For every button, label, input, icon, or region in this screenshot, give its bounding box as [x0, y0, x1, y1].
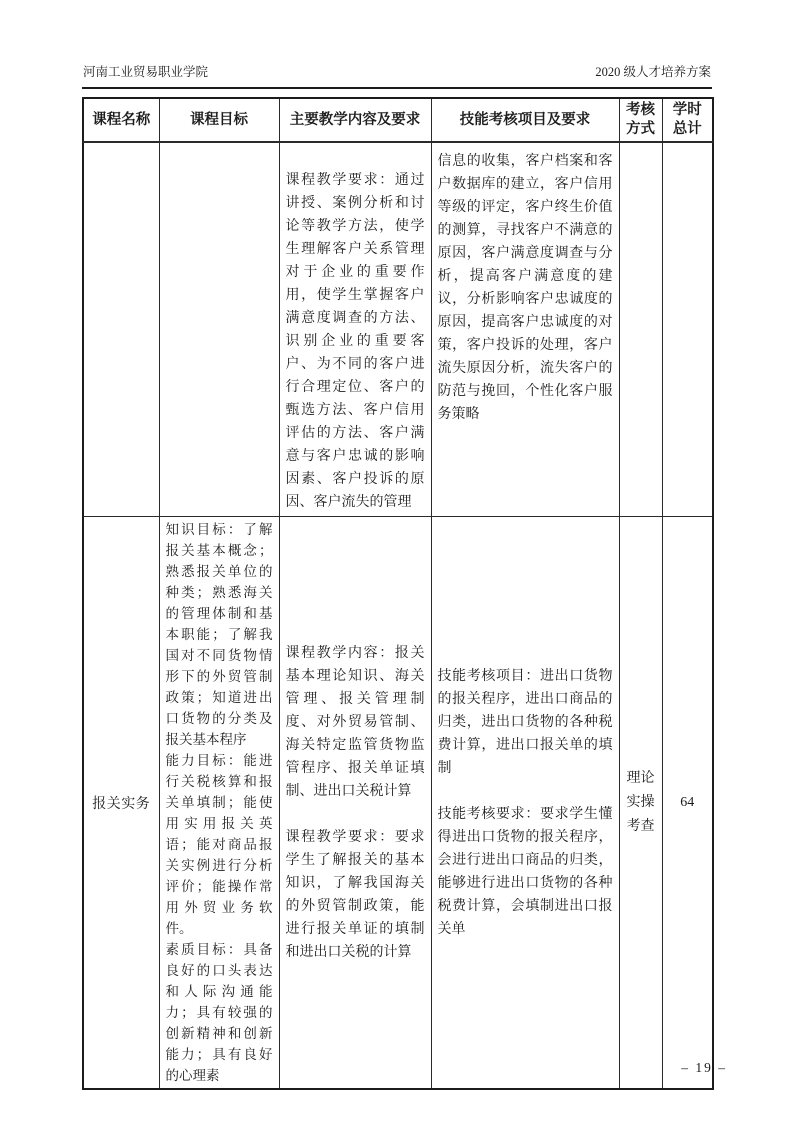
teaching-requirements-paragraph: 课程教学要求：通过讲授、案例分析和讨论等教学方法，使学生理解客户关系管理对于企业的重要作用，使学生掌握客户满意度调查的方法、识别企业的重要客户、为不同的客户进行合理定位、客户的甄选方法、客户信用评估的方法、客户满意与客户忠诚的影响因素、客户投诉的原因、客户流失的管理	[285, 173, 425, 510]
method-line: 实操	[626, 794, 655, 810]
assessment-paragraph: 信息的收集，客户档案和客户数据库的建立，客户信用等级的评定，客户终生价值的测算，寻找客户不满意的原因，客户满意度调查与分析，提高客户满意度的建议，分析影响客户忠诚度的原因，提高客户忠诚度的对策，客户投诉的处理，客户流失原因分析，流失客户的防范与挽回，个性化客户服务策略	[437, 154, 613, 422]
col-header-assessment-method: 考核方式	[619, 98, 662, 142]
col-header-total-hours: 学时总计	[662, 98, 713, 142]
col-header-teaching-content: 主要教学内容及要求	[279, 98, 431, 142]
method-line: 考查	[626, 818, 655, 834]
header-school-name: 河南工业贸易职业学院	[83, 65, 209, 79]
teaching-requirements-paragraph: 课程教学要求：要求学生了解报关的基本知识，了解我国海关的外贸管制政策，能进行报关单证的填制和进出口关税的计算	[285, 829, 425, 960]
table-row-customs-course	[83, 517, 713, 1090]
table-header-row	[83, 98, 713, 142]
col-header-course-objectives: 课程目标	[159, 98, 279, 142]
cell-total-hours	[662, 142, 713, 517]
table-row-continued	[83, 142, 713, 517]
cell-course-objectives	[159, 142, 279, 517]
cell-assessment-method	[619, 142, 662, 517]
assessment-requirements-paragraph: 技能考核要求：要求学生懂得进出口货物的报关程序，会进行进出口商品的归类，能够进行进出口货物的各种税费计算，会填制进出口报关单	[437, 806, 613, 937]
cell-course-name	[83, 142, 159, 517]
col-header-skill-assessment: 技能考核项目及要求	[431, 98, 619, 142]
header-rule	[82, 87, 712, 89]
knowledge-objectives-paragraph: 知识目标：了解报关基本概念；熟悉报关单位的种类；熟悉海关的管理体制和基本职能；了解我国对不同货物情形下的外贸管制政策；知道进出口货物的分类及报关基本程序	[165, 522, 273, 747]
page-number: – 19 –	[681, 1060, 727, 1075]
cell-course-objectives	[159, 517, 279, 1090]
col-header-course-name: 课程名称	[83, 98, 159, 142]
page-header	[82, 64, 712, 81]
cell-total-hours: 64	[662, 517, 713, 1090]
cell-assessment-method	[619, 517, 662, 1090]
course-table	[82, 97, 714, 1090]
cell-skill-assessment	[431, 517, 619, 1090]
cell-skill-assessment	[431, 142, 619, 517]
method-line: 理论	[626, 770, 655, 786]
assessment-items-paragraph: 技能考核项目：进出口货物的报关程序，进出口商品的归类，进出口货物的各种税费计算，进出口报关单的填制	[437, 668, 613, 776]
page-content	[82, 64, 712, 1090]
cell-teaching-content	[279, 142, 431, 517]
cell-course-name: 报关实务	[83, 517, 159, 1090]
ability-objectives-paragraph: 能力目标：能进行关税核算和报关单填制；能使用实用报关英语；能对商品报关实例进行分析评价；能操作常用外贸业务软件。	[165, 753, 273, 936]
quality-objectives-paragraph: 素质目标：具备良好的口头表达和人际沟通能力；具有较强的创新精神和创新能力；具有良好的心理素	[165, 942, 273, 1083]
teaching-content-paragraph: 课程教学内容：报关基本理论知识、海关管理、报关管理制度、对外贸易管制、海关特定监管货物监管程序、报关单证填制、进出口关税计算	[285, 645, 425, 799]
cell-teaching-content	[279, 517, 431, 1090]
header-plan-title: 2020 级人才培养方案	[595, 65, 711, 79]
